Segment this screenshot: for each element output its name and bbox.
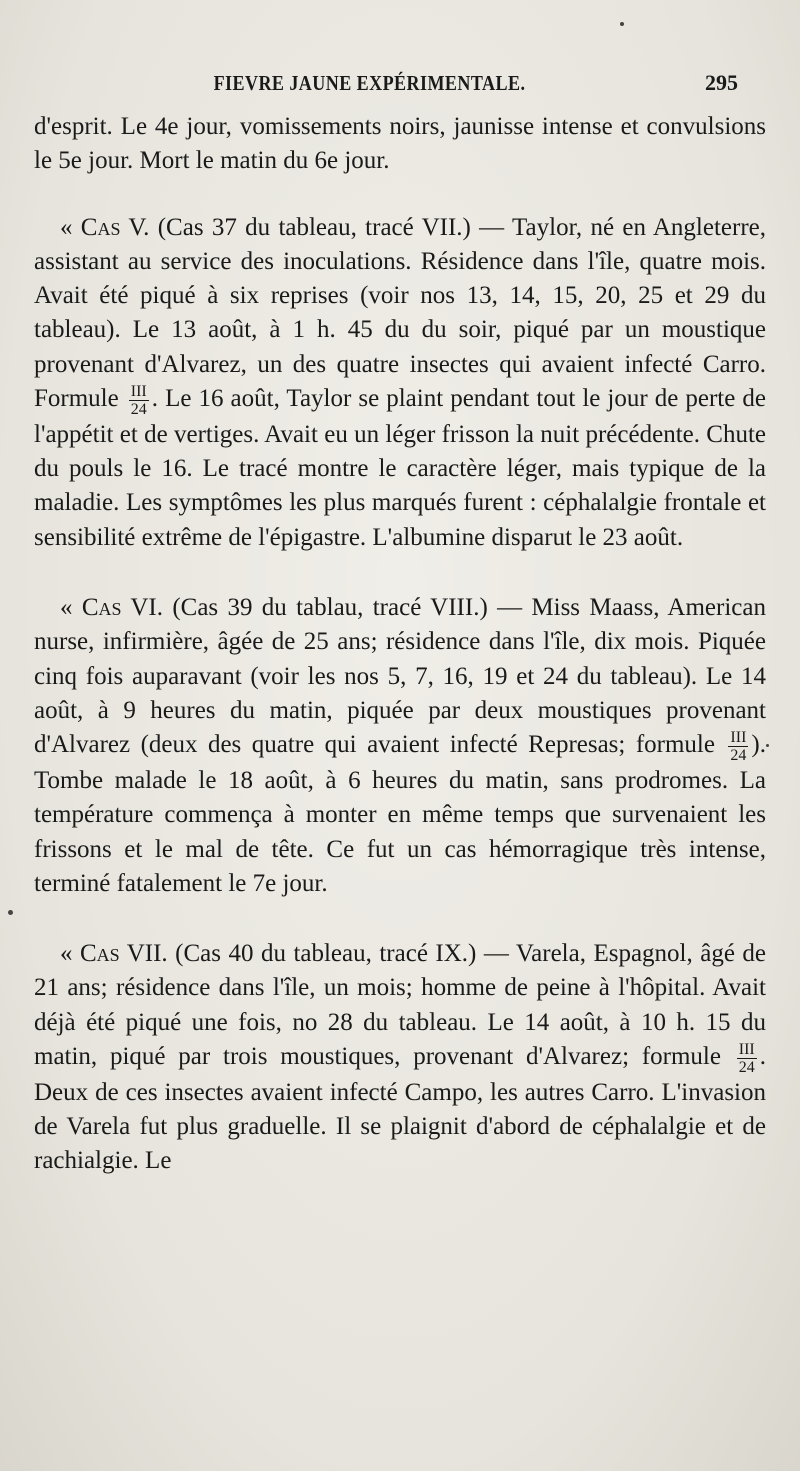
body-text [34, 110, 766, 1179]
ink-speck [766, 744, 769, 747]
case-6-heading: « Cas VI. [60, 594, 163, 622]
paragraph-case-6 [34, 591, 766, 901]
case-7-text-a: (Cas 40 du tableau, tracé IX.) — Varela, Espagnol, âgé de 21 ans; résidence dans l'île, un mois; homme de peine à l'hôpital. Avait déjà été piqué une fois, no 28 du tableau. Le 14 août, à 10 h. 15 du matin, piqué par trois moustiques, provenant d'Alvarez; formule [34, 940, 767, 1071]
running-title: FIEVRE JAUNE EXPÉRIMENTALE. [213, 71, 526, 95]
formula-fraction [129, 383, 149, 418]
formula-fraction [728, 729, 748, 764]
paragraph-case-5 [34, 211, 766, 555]
case-7-heading: « Cas VII. [60, 940, 168, 968]
formula-denominator: 24 [730, 746, 747, 764]
case-6-text-b: ). Tombe malade le 18 août, à 6 heures du matin, sans prodromes. La température commença à monter en même temps que survenaient les frissons et le mal de tête. Ce fut un cas hémorragique très intense, terminé fatalement le 7e jour. [34, 731, 766, 897]
formula-denominator: 24 [130, 400, 147, 418]
formula-numerator: III [129, 383, 149, 401]
paragraph-case-7 [34, 937, 766, 1179]
formula-numerator: III [737, 1041, 757, 1059]
page-number: 295 [705, 70, 738, 95]
case-5-text-a: (Cas 37 du tableau, tracé VII.) — Taylor, né en Angleterre, assistant au service des inoculations. Résidence dans l'île, quatre mois. Avait été piqué à six reprises (voir nos 13, 14, 15, 20, 25 et 29 du tableau). Le 13 août, à 1 h. 45 du du soir, piqué par un moustique provenant d'Alvarez, un des quatre insectes qui avaient infecté Carro. Formule [34, 213, 766, 413]
formula-fraction [737, 1041, 757, 1076]
ink-speck [8, 910, 13, 915]
formula-denominator: 24 [738, 1058, 755, 1076]
formula-numerator: III [728, 729, 748, 747]
case-7-text-b: . Deux de ces insectes avaient infecté Campo, les autres Carro. L'invasion de Varela fut plus graduelle. Il se plaignit d'abord de céphalalgie et de rachialgie. Le [34, 1043, 766, 1175]
ink-speck [620, 22, 624, 26]
page-header [34, 62, 738, 96]
case-6-text-a: (Cas 39 du tablau, tracé VIII.) — Miss Maass, American nurse, infirmière, âgée de 25 ans; résidence dans l'île, dix mois. Piquée cinq fois auparavant (voir les nos 5, 7, 16, 19 et 24 du tableau). Le 14 août, à 9 heures du matin, piquée par deux moustiques provenant d'Alvarez (deux des quatre qui avaient infecté Represas; formule [34, 594, 766, 759]
case-5-heading: « Cas V. [60, 213, 150, 241]
paragraph-continuation: d'esprit. Le 4e jour, vomissements noirs, jaunisse intense et convulsions le 5e jour. Mort le matin du 6e jour. [34, 113, 766, 175]
case-5-text-b: . Le 16 août, Taylor se plaint pendant tout le jour de perte de l'appétit et de vertiges. Avait eu un léger frisson la nuit précédente. Chute du pouls le 16. Le tracé montre le caractère léger, mais typique de la maladie. Les symptômes les plus marqués furent : céphalalgie frontale et sensibilité extrême de l'épigastre. L'albumine disparut le 23 août. [34, 385, 766, 551]
